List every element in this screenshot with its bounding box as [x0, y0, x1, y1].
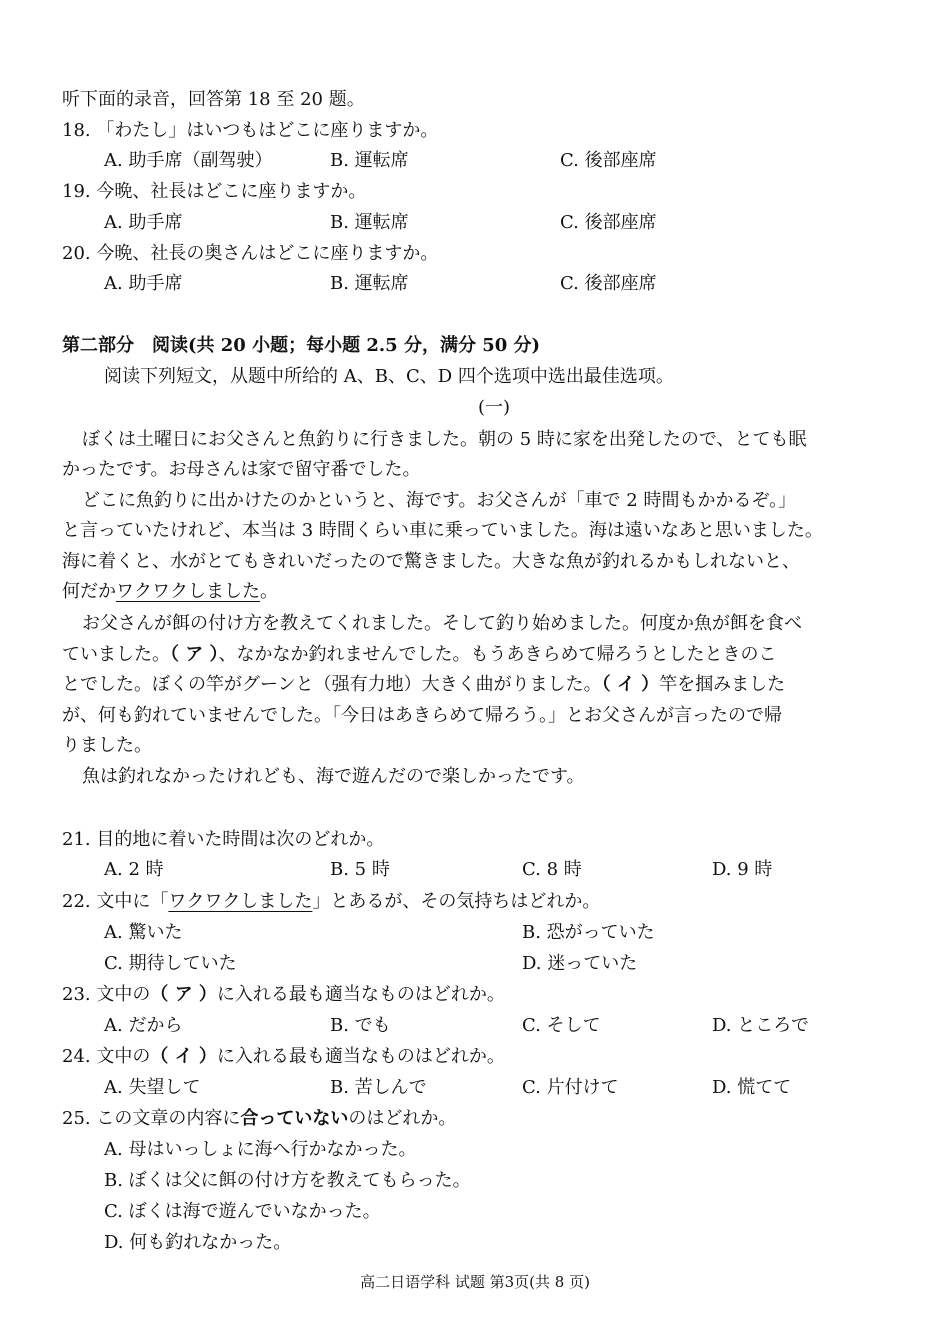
- question-19: [62, 180, 366, 204]
- option-18-c: C. 後部座席: [560, 150, 657, 171]
- option-21-a: A. 2 時: [104, 859, 164, 880]
- question-number: 19.: [62, 181, 91, 202]
- question-text: 」とあるが、その気持ちはどれか。: [312, 891, 601, 912]
- blank-a: （ ア ）: [170, 644, 219, 665]
- option-22-b: B. 恐がっていた: [522, 922, 655, 943]
- option-18-b: B. 運転席: [330, 150, 409, 171]
- question-text: 今晩、社長の奥さんはどこに座りますか。: [96, 243, 439, 264]
- passage-line: [62, 643, 777, 667]
- option-18-a: A. 助手席（副驾驶）: [104, 150, 273, 171]
- blank-i: （ イ ）: [150, 1046, 217, 1067]
- question-text: に入れる最も適当なものはどれか。: [216, 984, 505, 1005]
- passage-text: 竿を掴みました: [659, 674, 786, 695]
- passage-line: [62, 673, 785, 697]
- question-number: 18.: [62, 120, 91, 141]
- passage-text: ていました。: [62, 644, 170, 665]
- option-22-d: D. 迷っていた: [522, 953, 638, 974]
- option-21-b: B. 5 時: [330, 859, 390, 880]
- question-text: 文中の: [96, 984, 151, 1005]
- passage-line: が、何も釣れていませんでした。「今日はあきらめて帰ろう。」とお父さんが言ったので帰: [62, 705, 782, 726]
- question-21: [62, 828, 384, 852]
- question-number: 22.: [62, 891, 91, 912]
- question-text: 今晩、社長はどこに座りますか。: [96, 181, 367, 202]
- question-20: [62, 242, 438, 266]
- question-text: この文章の内容に: [96, 1108, 241, 1129]
- page-footer: 高二日语学科 试题 第3页(共 8 页): [360, 1273, 590, 1291]
- option-20-a: A. 助手席: [104, 273, 183, 294]
- passage-line: お父さんが餌の付け方を教えてくれました。そして釣り始めました。何度か魚が餌を食べ: [82, 613, 802, 634]
- option-22-a: A. 驚いた: [104, 922, 183, 943]
- option-21-c: C. 8 時: [522, 859, 582, 880]
- option-23-a: A. だから: [104, 1015, 183, 1036]
- passage-line: 魚は釣れなかったけれども、海で遊んだので楽しかったです。: [82, 766, 585, 787]
- question-22: [62, 890, 600, 914]
- emphasis-text: 合っていない: [240, 1108, 349, 1129]
- section-heading: 第二部分 阅读(共 20 小题；每小题 2.5 分，满分 50 分): [62, 335, 541, 356]
- option-20-b: B. 運転席: [330, 273, 409, 294]
- blank-i: （ イ ）: [601, 674, 660, 695]
- passage-line: と言っていたけれど、本当は 3 時間くらい車に乗っていました。海は遠いなあと思いました。: [62, 520, 823, 541]
- section-instruction: 阅读下列短文，从题中所给的 A、B、C、D 四个选项中选出最佳选项。: [104, 366, 674, 387]
- question-number: 25.: [62, 1108, 91, 1129]
- option-25-a: A. 母はいっしょに海へ行かなかった。: [104, 1139, 417, 1160]
- question-number: 21.: [62, 829, 91, 850]
- option-19-c: C. 後部座席: [560, 212, 657, 233]
- option-24-d: D. 慌てて: [712, 1077, 792, 1098]
- question-text: に入れる最も適当なものはどれか。: [216, 1046, 505, 1067]
- question-23: [62, 983, 505, 1007]
- question-text: 「わたし」はいつもはどこに座りますか。: [96, 120, 439, 141]
- passage-line: ぼくは土曜日にお父さんと魚釣りに行きました。朝の 5 時に家を出発したので、とても眠: [82, 429, 807, 450]
- option-19-b: B. 運転席: [330, 212, 409, 233]
- option-25-d: D. 何も釣れなかった。: [104, 1232, 292, 1253]
- option-23-c: C. そして: [522, 1015, 601, 1036]
- passage-number: (一): [478, 397, 511, 418]
- option-23-d: D. ところで: [712, 1015, 810, 1036]
- passage-line: どこに魚釣りに出かけたのかというと、海です。お父さんが「車で 2 時間もかかるぞ。」: [82, 490, 797, 511]
- option-24-a: A. 失望して: [104, 1077, 201, 1098]
- question-24: [62, 1045, 505, 1069]
- option-24-b: B. 苦しんで: [330, 1077, 427, 1098]
- option-21-d: D. 9 時: [712, 859, 773, 880]
- question-text: 目的地に着いた時間は次のどれか。: [96, 829, 385, 850]
- question-number: 24.: [62, 1046, 91, 1067]
- question-text: 文中の: [96, 1046, 151, 1067]
- passage-line: りました。: [62, 735, 152, 756]
- question-text: 文中に「: [96, 891, 169, 912]
- option-20-c: C. 後部座席: [560, 273, 657, 294]
- passage-line: 海に着くと、水がとてもきれいだったので驚きました。大きな魚が釣れるかもしれないと、: [62, 551, 800, 572]
- passage-text: 、なかなか釣れませんでした。もうあきらめて帰ろうとしたときのこ: [218, 644, 777, 665]
- passage-text: 。: [260, 581, 278, 602]
- blank-a: （ ア ）: [150, 984, 217, 1005]
- option-24-c: C. 片付けて: [522, 1077, 619, 1098]
- underlined-phrase: ワクワクしました: [168, 891, 313, 912]
- option-22-c: C. 期待していた: [104, 953, 237, 974]
- passage-text: とでした。ぼくの竿がグーンと（强有力地）大きく曲がりました。: [62, 674, 602, 695]
- question-number: 23.: [62, 984, 91, 1005]
- question-text: のはどれか。: [348, 1108, 457, 1129]
- option-19-a: A. 助手席: [104, 212, 183, 233]
- option-23-b: B. でも: [330, 1015, 391, 1036]
- passage-line: かったです。お母さんは家で留守番でした。: [62, 459, 421, 480]
- question-18: [62, 119, 438, 143]
- listening-intro: 听下面的录音，回答第 18 至 20 题。: [62, 89, 365, 110]
- option-25-c: C. ぼくは海で遊んでいなかった。: [104, 1201, 381, 1222]
- question-25: [62, 1107, 456, 1131]
- passage-line: [62, 580, 278, 604]
- underlined-phrase: ワクワクしました: [116, 581, 260, 602]
- option-25-b: B. ぼくは父に餌の付け方を教えてもらった。: [104, 1170, 471, 1191]
- passage-text: 何だか: [62, 581, 116, 602]
- question-number: 20.: [62, 243, 91, 264]
